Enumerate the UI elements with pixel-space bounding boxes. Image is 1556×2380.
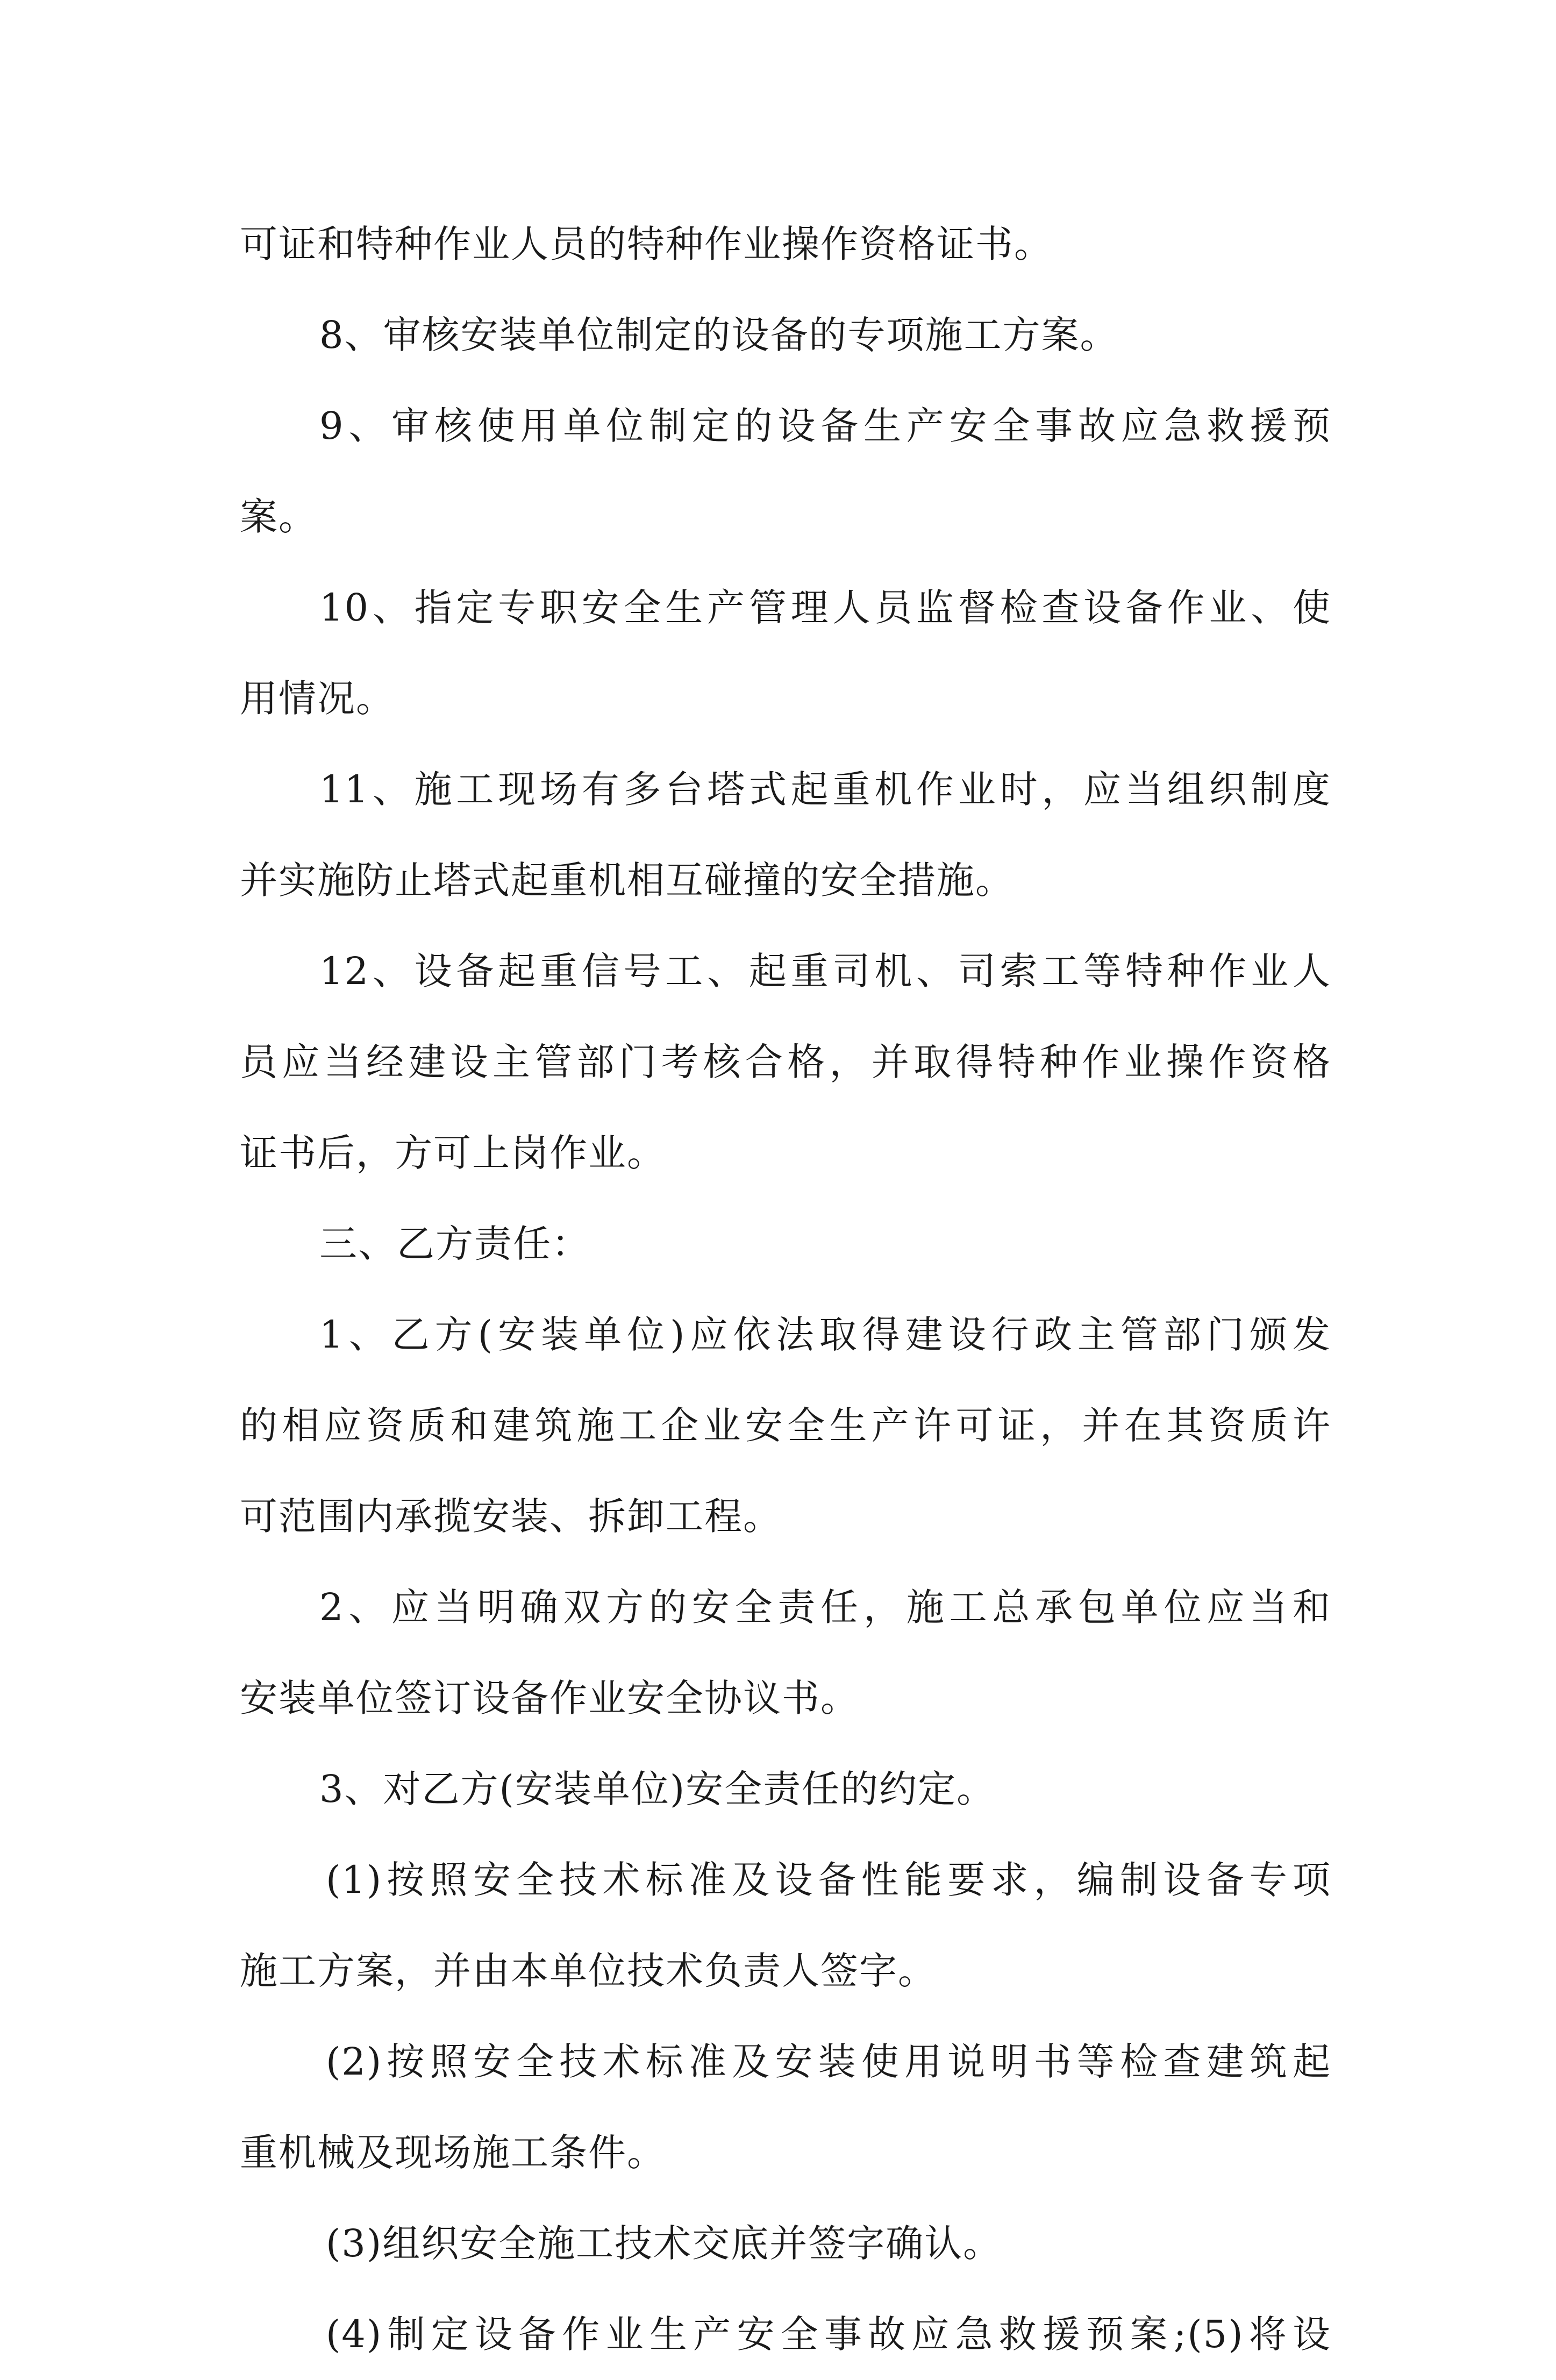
text-line-15: 可范围内承揽安装、拆卸工程。: [240, 1494, 782, 1538]
document-body: [240, 199, 1331, 2380]
text-line-9: 12、设备起重信号工、起重司机、司索工等特种作业人: [319, 949, 1331, 993]
section-heading: 三、乙方责任：: [319, 1222, 590, 1266]
text-line-1: 可证和特种作业人员的特种作业操作资格证书。: [240, 222, 1053, 266]
text-line-8: 并实施防止塔式起重机相互碰撞的安全措施。: [240, 858, 1014, 902]
text-line-16: 2、应当明确双方的安全责任，施工总承包单位应当和: [319, 1585, 1331, 1629]
text-line-4: 案。: [240, 495, 317, 539]
text-line-5: 10、指定专职安全生产管理人员监督检查设备作业、使: [319, 586, 1331, 630]
text-line-21: (2)按照安全技术标准及安装使用说明书等检查建筑起: [326, 2040, 1331, 2084]
text-line-23: (3)组织安全施工技术交底并签字确认。: [326, 2221, 1002, 2265]
text-line-14: 的相应资质和建筑施工企业安全生产许可证，并在其资质许: [240, 1403, 1331, 1448]
text-line-11: 证书后，方可上岗作业。: [240, 1131, 666, 1175]
text-line-18: 3、对乙方(安装单位)安全责任的约定。: [319, 1767, 996, 1811]
text-line-3: 9、审核使用单位制定的设备生产安全事故应急救援预: [319, 404, 1331, 448]
text-line-17: 安装单位签订设备作业安全协议书。: [240, 1676, 859, 1720]
text-line-2: 8、审核安装单位制定的设备的专项施工方案。: [319, 313, 1119, 357]
text-line-6: 用情况。: [240, 676, 395, 721]
text-line-19: (1)按照安全技术标准及设备性能要求，编制设备专项: [326, 1858, 1331, 1902]
text-line-22: 重机械及现场施工条件。: [240, 2130, 666, 2175]
text-line-20: 施工方案，并由本单位技术负责人签字。: [240, 1949, 937, 1993]
text-line-10: 员应当经建设主管部门考核合格，并取得特种作业操作资格: [240, 1040, 1331, 1084]
text-line-7: 11、施工现场有多台塔式起重机作业时，应当组织制度: [319, 767, 1331, 811]
text-line-24: (4)制定设备作业生产安全事故应急救援预案;(5)将设: [326, 2312, 1331, 2356]
text-line-13: 1、乙方(安装单位)应依法取得建设行政主管部门颁发: [319, 1313, 1331, 1357]
